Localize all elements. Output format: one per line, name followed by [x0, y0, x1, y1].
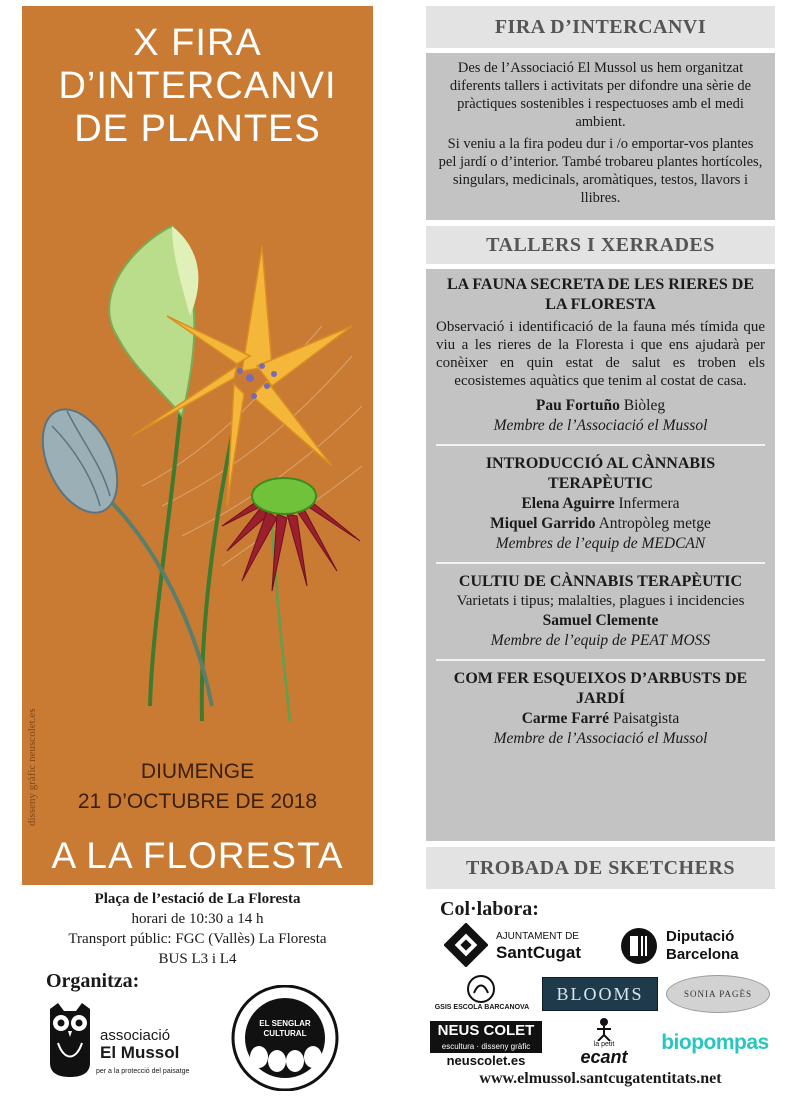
poster-place: A LA FLORESTA: [51, 835, 344, 876]
website-link[interactable]: www.elmussol.santcugatentitats.net: [479, 1070, 722, 1087]
diputacio-emblem-icon: [620, 927, 658, 965]
talk-description: Observació i identificació de la fauna més tímida que viu a les rieres de la Floresta i que ens ajudarà per conèixer en quin estat de salut es troben els ecosistemes aquàtics que tenim al costat de casa.: [436, 319, 765, 389]
poster-title-line: D’INTERCANVI: [58, 65, 337, 107]
poster-credit: disseny gràfic neuscolet.es: [26, 708, 38, 826]
talk-speaker: [436, 514, 765, 534]
divider: [436, 444, 765, 446]
talk-organization: Membres de l’equip de MEDCAN: [495, 535, 706, 552]
organitza-label: Organitza:: [46, 970, 140, 992]
barcanova-emblem-icon: [466, 975, 496, 1003]
tallers-panel: [426, 269, 775, 841]
talk-speaker: [436, 494, 765, 514]
speaker-name: Pau Fortuño: [535, 397, 620, 414]
info-place: Plaça de l’estació de La Floresta: [94, 891, 301, 907]
talk-title: LA FAUNA SECRETA DE LES RIERES DE LA FLORESTA: [446, 276, 755, 313]
owl-icon: [44, 1001, 96, 1079]
info-transport: Transport públic: FGC (Vallès) La Floresta: [68, 931, 327, 947]
speaker-role: Biòleg: [623, 397, 666, 414]
logo-associacio-mussol: [44, 1001, 204, 1081]
trobada-header: TROBADA DE SKETCHERS: [426, 847, 775, 889]
neus-line2: escultura · disseny gràfic: [430, 1041, 542, 1053]
logo-mussol-line3: per a la protecció del paisatge: [96, 1068, 190, 1075]
sonia-text: SONIA PAGÈS: [684, 989, 752, 999]
ajuntament-line1: AJUNTAMENT DE: [496, 931, 579, 942]
barcanova-text: GSIS ESCOLA BARCANOVA: [434, 1004, 530, 1011]
talk-speaker: [436, 396, 765, 416]
talk-title: INTRODUCCIÓ AL CÀNNABIS TERAPÈUTIC: [485, 455, 716, 492]
poster-title: [22, 22, 373, 151]
divider: [436, 562, 765, 564]
logo-mussol-line2: El Mussol: [100, 1043, 180, 1062]
logo-blooms: [542, 977, 658, 1011]
intro-paragraph-2: Si veniu a la fira podeu dur i /o emportar-vos plantes pel jardí o d’interior. També trobareu plantes hortícoles, singulars, medicinals, aromàtiques, testos, llavors i llibres.: [438, 136, 763, 206]
info-bus: BUS L3 i L4: [158, 951, 237, 967]
talk-title: CULTIU DE CÀNNABIS TERAPÈUTIC: [458, 573, 743, 590]
tallers-header: TALLERS I XERRADES: [426, 226, 775, 264]
speaker-role: Infermera: [618, 495, 680, 512]
intro-paragraph-1: Des de l’Associació El Mussol us hem organitzat diferents tallers i activitats per difondre una sèrie de pràctiques sostenibles i respectuoses amb el medi ambient.: [449, 60, 752, 130]
diputacio-line2: Barcelona: [666, 946, 739, 963]
ajuntament-line2: SantCugat: [496, 943, 581, 962]
logo-ecant: [566, 1017, 642, 1067]
intro-panel: [426, 53, 775, 220]
logo-ajuntament-santcugat: [444, 921, 604, 969]
logo-neus-colet: [430, 1021, 542, 1067]
ecant-line2: ecant: [580, 1047, 628, 1067]
neus-line1: NEUS COLET: [430, 1021, 542, 1041]
logo-biopompas: [660, 1025, 770, 1061]
info-hours: horari de 10:30 a 14 h: [131, 911, 264, 927]
speaker-name: Samuel Clemente: [542, 612, 659, 629]
speaker-name: Elena Aguirre: [521, 495, 615, 512]
talk-item: [436, 572, 765, 651]
ajuntament-emblem-icon: [444, 923, 488, 967]
poster-date: 21 D’OCTUBRE DE 2018: [77, 790, 318, 813]
speaker-role: Paisatgista: [612, 710, 680, 727]
diputacio-line1: Diputació: [666, 928, 735, 945]
poster-title-line: DE PLANTES: [74, 108, 321, 150]
logo-senglar-line2: CULTURAL: [263, 1029, 307, 1038]
logo-senglar-cultural: [225, 985, 345, 1091]
talk-speaker: [436, 611, 765, 631]
logo-mussol-line1: associació: [100, 1027, 171, 1044]
divider: [436, 659, 765, 661]
colabora-label: Col·labora:: [440, 898, 539, 920]
talk-organization: Membre de l’Associació el Mussol: [493, 730, 708, 747]
talk-title: COM FER ESQUEIXOS D’ARBUSTS DE JARDÍ: [453, 670, 748, 707]
speaker-name: Carme Farré: [521, 710, 610, 727]
poster-day: DIUMENGE: [140, 760, 255, 783]
talk-organization: Membre de l’equip de PEAT MOSS: [490, 632, 711, 649]
talk-item: [436, 275, 765, 436]
speaker-name: Miquel Garrido: [490, 515, 596, 532]
talk-item: [436, 669, 765, 749]
flowers-illustration: [22, 206, 373, 736]
fira-header: FIRA D’INTERCANVI: [426, 6, 775, 48]
speaker-role: Antropòleg metge: [598, 515, 711, 532]
poster-panel: [22, 6, 373, 885]
logo-diputacio-barcelona: [620, 925, 770, 967]
ecant-figure-icon: [593, 1017, 615, 1041]
boar-seal-icon: [225, 985, 345, 1091]
talk-organization: Membre de l’Associació el Mussol: [493, 417, 708, 434]
biopompas-text: biopompas: [661, 1031, 769, 1054]
neus-line3: neuscolet.es: [446, 1053, 526, 1068]
poster-title-line: X FIRA: [133, 22, 262, 64]
logo-senglar-line1: EL SENGLAR: [259, 1019, 311, 1028]
talk-speaker: [436, 709, 765, 729]
ecant-line1: la petit: [593, 1041, 615, 1048]
talk-item: [436, 454, 765, 554]
blooms-text: BLOOMS: [556, 983, 644, 1004]
logo-escola-barcanova: [430, 975, 534, 1015]
talk-description: Varietats i tipus; malalties, plagues i incidencies: [456, 593, 745, 609]
logo-sonia-pages: [666, 975, 770, 1013]
